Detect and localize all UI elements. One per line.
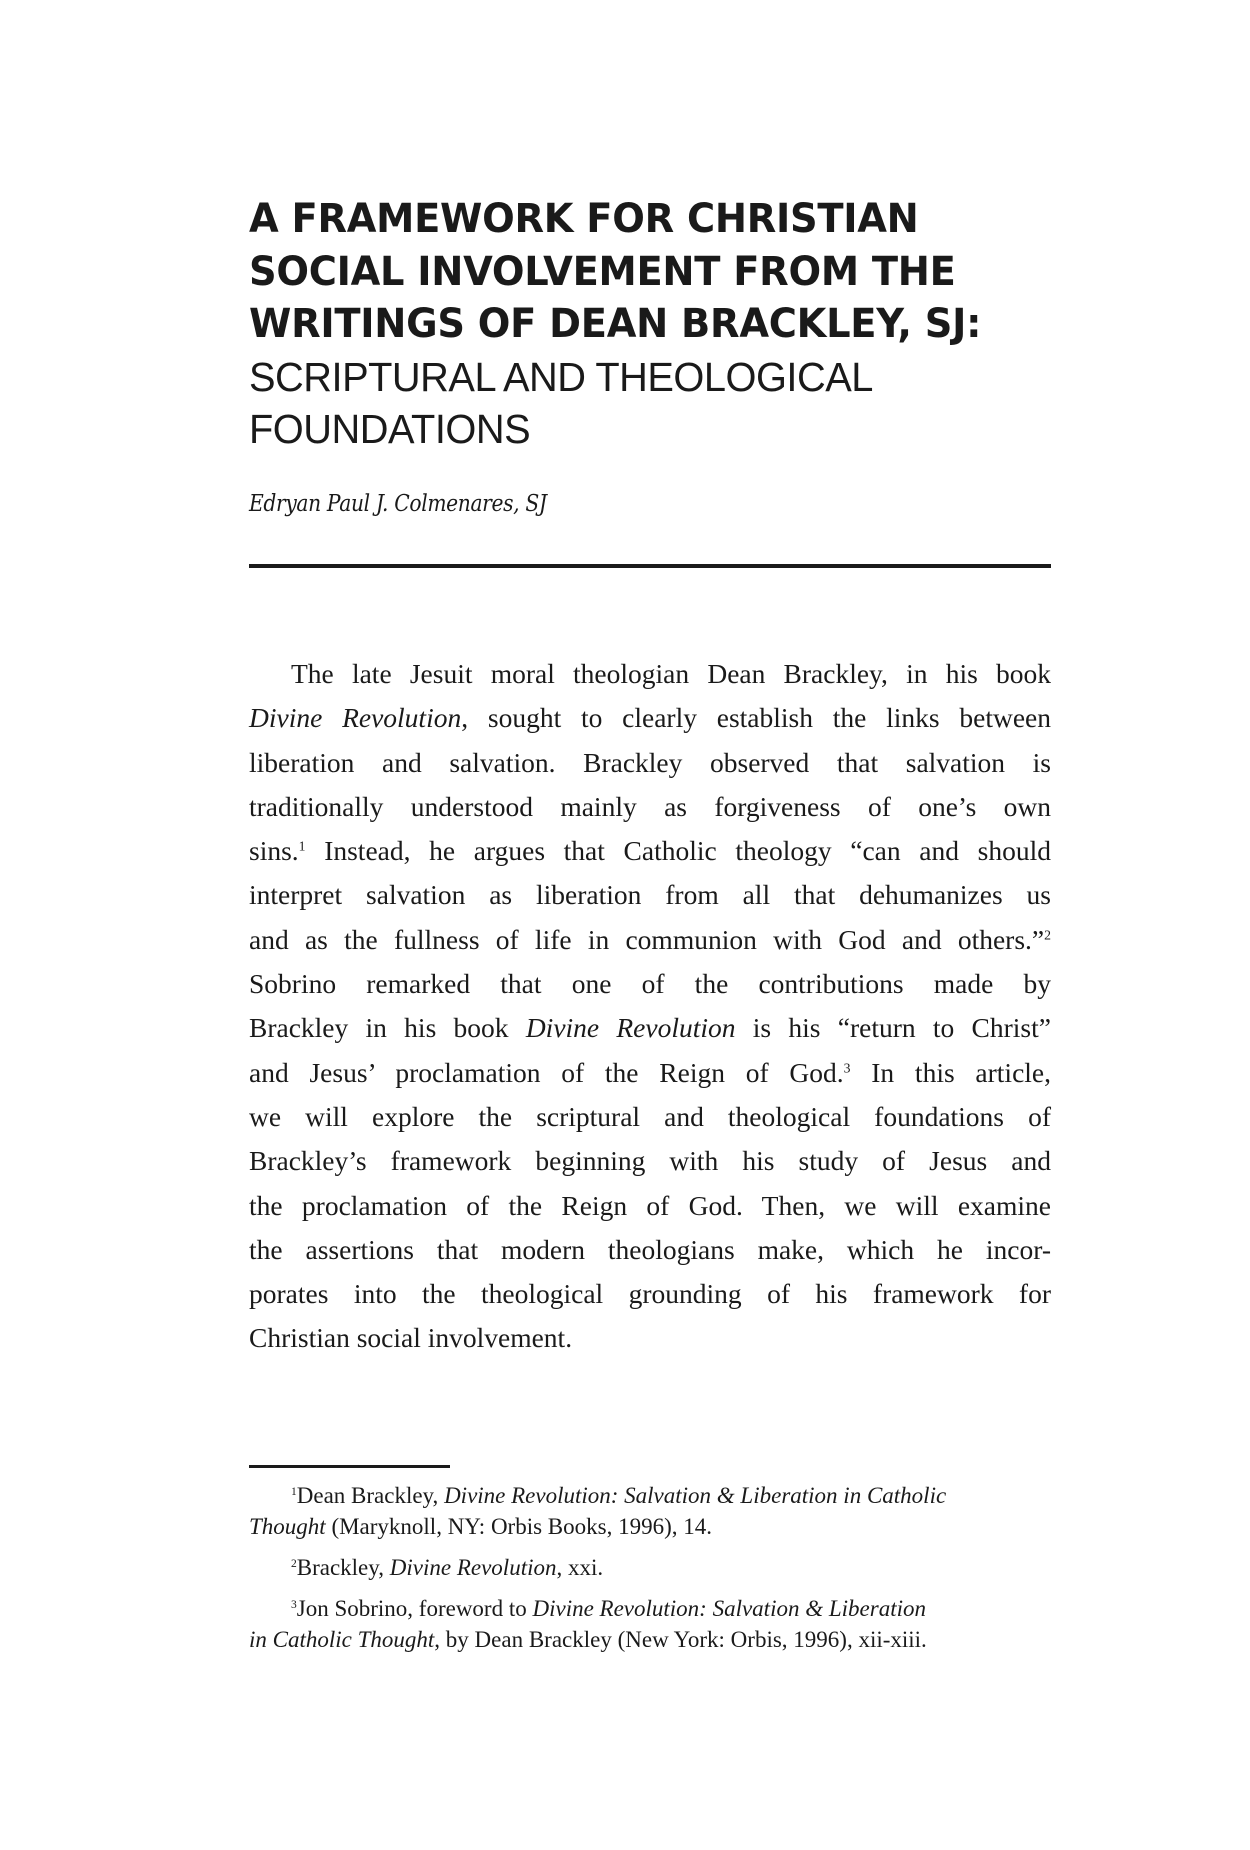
body-text: is his “return to Christ”	[735, 1012, 1051, 1044]
body-line	[249, 1139, 1051, 1183]
footnote-book-title: in Catholic Thought	[249, 1627, 435, 1652]
title-divider	[249, 564, 1051, 568]
body-line	[249, 652, 1051, 696]
body-line	[249, 1051, 1051, 1095]
footnote-text: Jon Sobrino, foreword to	[296, 1596, 533, 1621]
body-text: Brackley in his book	[249, 1012, 526, 1044]
footnote-text: Brackley,	[296, 1555, 390, 1580]
body-line	[249, 696, 1051, 740]
body-line	[249, 1095, 1051, 1139]
title-line: WRITINGS OF DEAN BRACKLEY, SJ:	[249, 301, 982, 347]
subtitle-line: SCRIPTURAL AND THEOLOGICAL	[249, 353, 873, 400]
footnote-text: , by Dean Brackley (New York: Orbis, 1996), xii-xiii.	[434, 1627, 927, 1652]
body-line	[249, 1006, 1051, 1050]
book-title-italic: Divine Revolution	[249, 702, 462, 734]
footnotes	[249, 1480, 1051, 1665]
body-text: Sobrino remarked that one of the contributions made by	[249, 968, 1051, 1000]
body-text: and as the fullness of life in communion with God and others.”	[249, 923, 1045, 955]
footnote-number: 2	[291, 1557, 297, 1570]
footnote-3	[249, 1593, 1051, 1655]
footnote-number: 1	[291, 1485, 297, 1498]
footnote-book-title: Divine Revolution: Salvation & Liberation in Catholic	[444, 1483, 947, 1508]
body-text: the proclamation of the Reign of God. Then, we will examine	[249, 1189, 1051, 1221]
body-text: , sought to clearly establish the links between	[461, 702, 1051, 734]
title-line: SOCIAL INVOLVEMENT FROM THE	[249, 248, 956, 295]
body-text: Brackley’s framework beginning with his study of Jesus and	[249, 1145, 1051, 1177]
author-byline: Edryan Paul J. Colmenares, SJ	[249, 491, 547, 517]
footnote-line	[249, 1593, 1051, 1624]
footnote-ref-3[interactable]: 3	[843, 1060, 851, 1076]
footnote-book-title: Divine Revolution	[389, 1555, 557, 1580]
footnote-book-title: Divine Revolution: Salvation & Liberation	[532, 1596, 926, 1621]
body-line	[249, 1228, 1051, 1272]
body-line	[249, 962, 1051, 1006]
footnote-line	[249, 1480, 1051, 1511]
article-title	[249, 193, 1051, 456]
footnote-number: 3	[291, 1598, 297, 1611]
title-line: A FRAMEWORK FOR CHRISTIAN	[249, 196, 919, 242]
body-line	[249, 1316, 1051, 1360]
book-title-italic: Divine Revolution	[525, 1012, 736, 1044]
body-line	[249, 1184, 1051, 1228]
body-line	[249, 785, 1051, 829]
body-text: porates into the theological grounding of his framework for	[249, 1278, 1051, 1310]
footnote-line	[249, 1552, 1051, 1583]
body-text: traditionally understood mainly as forgiveness of one’s own	[249, 790, 1051, 822]
body-text: liberation and salvation. Brackley observed that salvation is	[249, 746, 1051, 778]
subtitle-line: FOUNDATIONS	[249, 406, 531, 452]
footnote-ref-2[interactable]: 2	[1044, 927, 1051, 943]
document-page	[249, 0, 1051, 1850]
body-line	[249, 1272, 1051, 1316]
footnote-line	[249, 1624, 1051, 1655]
body-text: interpret salvation as liberation from all that dehumanizes us	[249, 879, 1051, 911]
body-text: we will explore the scriptural and theological foundations of	[249, 1100, 1051, 1132]
footnote-1	[249, 1480, 1051, 1542]
footnote-book-title: Thought	[249, 1514, 326, 1539]
footnote-divider	[249, 1465, 450, 1468]
footnote-ref-1[interactable]: 1	[298, 838, 306, 854]
body-text: Christian social involvement.	[249, 1322, 573, 1354]
footnote-text: Dean Brackley,	[296, 1483, 445, 1508]
body-text: the assertions that modern theologians make, which he incor-	[249, 1233, 1051, 1265]
body-text: In this article,	[850, 1056, 1051, 1088]
footnote-text: (Maryknoll, NY: Orbis Books, 1996), 14.	[325, 1514, 713, 1539]
body-text: Instead, he argues that Catholic theology “can and should	[305, 835, 1051, 867]
body-line	[249, 829, 1051, 873]
body-paragraph	[249, 652, 1051, 1361]
body-line	[249, 741, 1051, 785]
body-text: The late Jesuit moral theologian Dean Brackley, in his book	[291, 658, 1051, 689]
body-text: and Jesus’ proclamation of the Reign of God.	[249, 1056, 844, 1088]
body-text: sins.	[249, 835, 299, 867]
body-line	[249, 918, 1051, 962]
footnote-text: , xxi.	[556, 1555, 604, 1580]
body-line	[249, 873, 1051, 917]
footnote-line	[249, 1511, 1051, 1542]
footnote-2	[249, 1552, 1051, 1583]
